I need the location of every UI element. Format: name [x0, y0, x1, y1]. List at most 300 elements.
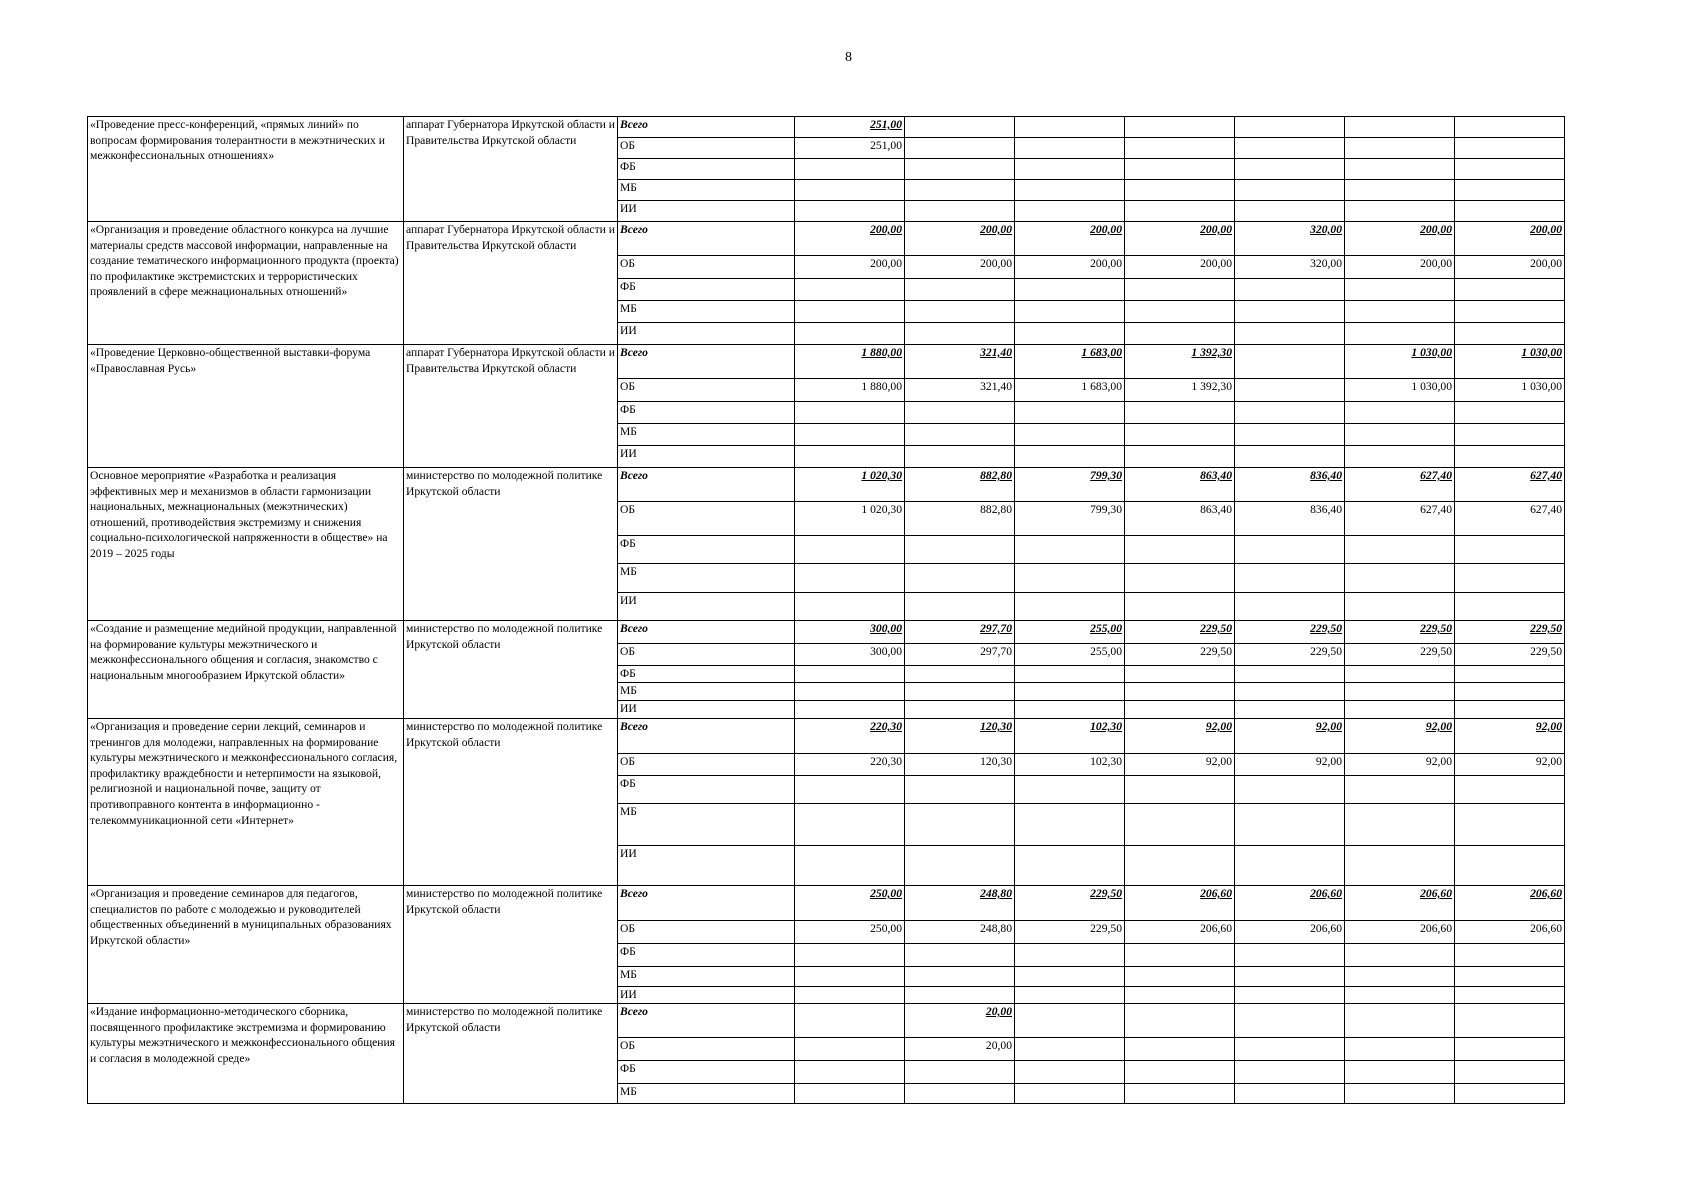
event-name-cell: «Проведение Церковно-общественной выставки-форума «Православная Русь»: [88, 345, 404, 468]
amount-cell: [795, 987, 905, 1004]
amount-cell: [1015, 159, 1125, 180]
amount-cell: [1235, 1004, 1345, 1038]
amount-cell: [1015, 138, 1125, 159]
amount-cell: [795, 279, 905, 301]
amount-cell: [1015, 201, 1125, 222]
amount-cell: [1125, 402, 1235, 424]
amount-cell: 627,40: [1345, 502, 1455, 536]
amount-cell: [795, 1038, 905, 1061]
funding-source-cell: Всего: [618, 621, 795, 644]
funding-source-cell: ИИ: [618, 446, 795, 468]
amount-cell: 200,00: [795, 256, 905, 279]
amount-cell: 229,50: [1235, 621, 1345, 644]
amount-cell: [795, 666, 905, 683]
amount-cell: [795, 804, 905, 846]
event-name-cell: «Издание информационно-методического сборника, посвященного профилактике экстремизма и формированию культуры межэтнического и межконфессионального общения и согласия в молодежной среде»: [88, 1004, 404, 1104]
table-row: [88, 468, 1565, 502]
amount-cell: [1125, 701, 1235, 719]
amount-cell: [1235, 846, 1345, 886]
amount-cell: [1455, 593, 1565, 621]
amount-cell: 206,60: [1345, 886, 1455, 921]
amount-cell: [1125, 117, 1235, 138]
funding-source-cell: ИИ: [618, 987, 795, 1004]
amount-cell: [1125, 301, 1235, 323]
amount-cell: 320,00: [1235, 256, 1345, 279]
amount-cell: [1015, 987, 1125, 1004]
funding-source-cell: МБ: [618, 683, 795, 701]
amount-cell: [1125, 1084, 1235, 1104]
amount-cell: 206,60: [1345, 921, 1455, 944]
amount-cell: 627,40: [1345, 468, 1455, 502]
funding-source-cell: ИИ: [618, 846, 795, 886]
amount-cell: 229,50: [1015, 886, 1125, 921]
funding-source-cell: МБ: [618, 424, 795, 446]
funding-source-cell: ОБ: [618, 138, 795, 159]
funding-source-cell: ОБ: [618, 644, 795, 666]
amount-cell: [1345, 180, 1455, 201]
amount-cell: [795, 323, 905, 345]
amount-cell: 200,00: [1345, 222, 1455, 256]
amount-cell: 300,00: [795, 621, 905, 644]
amount-cell: 297,70: [905, 644, 1015, 666]
amount-cell: [1235, 323, 1345, 345]
amount-cell: 92,00: [1345, 754, 1455, 776]
amount-cell: [905, 117, 1015, 138]
amount-cell: [1125, 424, 1235, 446]
amount-cell: [905, 323, 1015, 345]
amount-cell: [1015, 683, 1125, 701]
amount-cell: 627,40: [1455, 502, 1565, 536]
table-row: [88, 886, 1565, 921]
event-name-cell: «Организация и проведение серии лекций, семинаров и тренингов для молодежи, направленных на формирование культуры межэтнического и межконфессионального согласия, профилактику враждебности и нетерпимости на языковой, религиозной и национальной почве, защиту от противоправного контента в информационно - телекоммуникационной сети «Интернет»: [88, 719, 404, 886]
amount-cell: 206,60: [1125, 921, 1235, 944]
amount-cell: [1455, 776, 1565, 804]
page-number: 8: [845, 50, 852, 65]
amount-cell: [1235, 666, 1345, 683]
funding-source-cell: Всего: [618, 1004, 795, 1038]
amount-cell: [1345, 666, 1455, 683]
funding-source-cell: МБ: [618, 1084, 795, 1104]
amount-cell: 321,40: [905, 345, 1015, 379]
amount-cell: 255,00: [1015, 621, 1125, 644]
amount-cell: [905, 159, 1015, 180]
amount-cell: 200,00: [1125, 222, 1235, 256]
amount-cell: [905, 201, 1015, 222]
amount-cell: [1015, 1004, 1125, 1038]
amount-cell: [1345, 138, 1455, 159]
amount-cell: [1345, 1038, 1455, 1061]
amount-cell: [1015, 323, 1125, 345]
amount-cell: 92,00: [1345, 719, 1455, 754]
amount-cell: [1455, 564, 1565, 593]
amount-cell: 1 392,30: [1125, 379, 1235, 402]
funding-source-cell: МБ: [618, 804, 795, 846]
amount-cell: [795, 1004, 905, 1038]
amount-cell: 200,00: [795, 222, 905, 256]
amount-cell: [1455, 117, 1565, 138]
amount-cell: 229,50: [1125, 644, 1235, 666]
amount-cell: 229,50: [1125, 621, 1235, 644]
amount-cell: [1455, 1004, 1565, 1038]
funding-source-cell: Всего: [618, 222, 795, 256]
amount-cell: 220,30: [795, 719, 905, 754]
budget-table: [87, 116, 1565, 1104]
amount-cell: 206,60: [1455, 921, 1565, 944]
amount-cell: [1455, 279, 1565, 301]
amount-cell: [1235, 593, 1345, 621]
amount-cell: 20,00: [905, 1038, 1015, 1061]
amount-cell: 300,00: [795, 644, 905, 666]
amount-cell: [1015, 776, 1125, 804]
amount-cell: 627,40: [1455, 468, 1565, 502]
event-name-cell: «Организация и проведение областного конкурса на лучшие материалы средств массовой информации, направленные на создание тематического информационного продукта (проекта) по профилактике экстремистских и террористических проявлений в сфере межнациональных отношений»: [88, 222, 404, 345]
amount-cell: [795, 1061, 905, 1084]
amount-cell: [1235, 138, 1345, 159]
amount-cell: 248,80: [905, 921, 1015, 944]
amount-cell: 229,50: [1345, 644, 1455, 666]
amount-cell: [1015, 180, 1125, 201]
amount-cell: [1235, 564, 1345, 593]
amount-cell: [1235, 117, 1345, 138]
amount-cell: 320,00: [1235, 222, 1345, 256]
amount-cell: 251,00: [795, 117, 905, 138]
amount-cell: [1455, 846, 1565, 886]
amount-cell: [1235, 180, 1345, 201]
amount-cell: [1235, 776, 1345, 804]
amount-cell: [1345, 446, 1455, 468]
funding-source-cell: ИИ: [618, 201, 795, 222]
executor-cell: министерство по молодежной политике Иркутской области: [404, 468, 618, 621]
amount-cell: [1125, 967, 1235, 987]
amount-cell: [905, 776, 1015, 804]
amount-cell: [1345, 944, 1455, 967]
executor-cell: министерство по молодежной политике Иркутской области: [404, 886, 618, 1004]
amount-cell: [1345, 402, 1455, 424]
amount-cell: [795, 967, 905, 987]
funding-source-cell: ФБ: [618, 944, 795, 967]
amount-cell: [1015, 593, 1125, 621]
amount-cell: [905, 846, 1015, 886]
amount-cell: [905, 683, 1015, 701]
amount-cell: [1235, 1038, 1345, 1061]
funding-source-cell: ОБ: [618, 1038, 795, 1061]
event-name-cell: «Создание и размещение медийной продукции, направленной на формирование культуры межэтнического и межконфессионального общения и согласия, знакомство с национальным многообразием Иркутской области»: [88, 621, 404, 719]
amount-cell: [1235, 201, 1345, 222]
amount-cell: 251,00: [795, 138, 905, 159]
amount-cell: [1345, 424, 1455, 446]
amount-cell: [905, 1084, 1015, 1104]
amount-cell: [1125, 1004, 1235, 1038]
amount-cell: [1015, 967, 1125, 987]
amount-cell: [1125, 138, 1235, 159]
amount-cell: [1345, 593, 1455, 621]
amount-cell: [905, 301, 1015, 323]
amount-cell: 220,30: [795, 754, 905, 776]
amount-cell: [1015, 666, 1125, 683]
amount-cell: [1455, 1061, 1565, 1084]
amount-cell: [1455, 424, 1565, 446]
amount-cell: 1 683,00: [1015, 379, 1125, 402]
funding-source-cell: МБ: [618, 180, 795, 201]
event-name-cell: Основное мероприятие «Разработка и реализация эффективных мер и механизмов в области гармонизации национальных, межнациональных (межэтнических) отношений, противодействия экстремизму и снижения социально-психологической напряженности в обществе» на 2019 – 2025 годы: [88, 468, 404, 621]
funding-source-cell: ИИ: [618, 593, 795, 621]
amount-cell: [1455, 944, 1565, 967]
amount-cell: [905, 967, 1015, 987]
amount-cell: 229,50: [1015, 921, 1125, 944]
amount-cell: [795, 159, 905, 180]
amount-cell: [1455, 301, 1565, 323]
amount-cell: 200,00: [1345, 256, 1455, 279]
amount-cell: 1 030,00: [1455, 345, 1565, 379]
amount-cell: [1015, 804, 1125, 846]
funding-source-cell: ФБ: [618, 279, 795, 301]
amount-cell: [1345, 776, 1455, 804]
amount-cell: [1345, 846, 1455, 886]
amount-cell: 92,00: [1235, 754, 1345, 776]
amount-cell: [1235, 536, 1345, 564]
amount-cell: [905, 701, 1015, 719]
amount-cell: [1345, 301, 1455, 323]
amount-cell: [795, 944, 905, 967]
amount-cell: [1125, 804, 1235, 846]
amount-cell: 1 683,00: [1015, 345, 1125, 379]
amount-cell: [1125, 323, 1235, 345]
amount-cell: [1235, 967, 1345, 987]
amount-cell: 229,50: [1235, 644, 1345, 666]
amount-cell: [1235, 804, 1345, 846]
amount-cell: 200,00: [1125, 256, 1235, 279]
amount-cell: 882,80: [905, 468, 1015, 502]
amount-cell: [1345, 1061, 1455, 1084]
executor-cell: министерство по молодежной политике Иркутской области: [404, 719, 618, 886]
amount-cell: [905, 666, 1015, 683]
amount-cell: 92,00: [1455, 719, 1565, 754]
amount-cell: [1125, 846, 1235, 886]
amount-cell: [1455, 666, 1565, 683]
amount-cell: 255,00: [1015, 644, 1125, 666]
funding-source-cell: Всего: [618, 117, 795, 138]
amount-cell: [1235, 1061, 1345, 1084]
amount-cell: 863,40: [1125, 502, 1235, 536]
amount-cell: [1345, 967, 1455, 987]
amount-cell: 102,30: [1015, 719, 1125, 754]
amount-cell: 206,60: [1455, 886, 1565, 921]
amount-cell: [1235, 1084, 1345, 1104]
funding-source-cell: ОБ: [618, 256, 795, 279]
amount-cell: [795, 536, 905, 564]
amount-cell: [1345, 117, 1455, 138]
budget-table-body: [88, 117, 1565, 1104]
amount-cell: [1455, 1038, 1565, 1061]
amount-cell: [1455, 987, 1565, 1004]
amount-cell: [1235, 301, 1345, 323]
amount-cell: [1455, 967, 1565, 987]
amount-cell: [905, 1061, 1015, 1084]
table-row: [88, 719, 1565, 754]
amount-cell: 1 392,30: [1125, 345, 1235, 379]
amount-cell: [1015, 279, 1125, 301]
amount-cell: [1125, 593, 1235, 621]
amount-cell: [1125, 159, 1235, 180]
amount-cell: [1455, 536, 1565, 564]
amount-cell: 102,30: [1015, 754, 1125, 776]
funding-source-cell: МБ: [618, 967, 795, 987]
amount-cell: [1345, 701, 1455, 719]
amount-cell: 229,50: [1455, 644, 1565, 666]
amount-cell: 20,00: [905, 1004, 1015, 1038]
amount-cell: 200,00: [1455, 222, 1565, 256]
table-row: [88, 222, 1565, 256]
executor-cell: аппарат Губернатора Иркутской области и Правительства Иркутской области: [404, 345, 618, 468]
funding-source-cell: Всего: [618, 886, 795, 921]
amount-cell: 200,00: [1015, 256, 1125, 279]
amount-cell: [1125, 201, 1235, 222]
amount-cell: 248,80: [905, 886, 1015, 921]
executor-cell: аппарат Губернатора Иркутской области и Правительства Иркутской области: [404, 222, 618, 345]
amount-cell: 229,50: [1455, 621, 1565, 644]
amount-cell: [1345, 159, 1455, 180]
amount-cell: 120,30: [905, 719, 1015, 754]
executor-cell: министерство по молодежной политике Иркутской области: [404, 1004, 618, 1104]
event-name-cell: «Проведение пресс-конференций, «прямых линий» по вопросам формирования толерантности в межэтнических и межконфессиональных отношениях»: [88, 117, 404, 222]
amount-cell: 92,00: [1125, 754, 1235, 776]
amount-cell: [1235, 279, 1345, 301]
amount-cell: [1125, 180, 1235, 201]
amount-cell: [1345, 323, 1455, 345]
amount-cell: [1455, 201, 1565, 222]
funding-source-cell: Всего: [618, 719, 795, 754]
amount-cell: [905, 944, 1015, 967]
amount-cell: [795, 424, 905, 446]
amount-cell: [1345, 1004, 1455, 1038]
amount-cell: 321,40: [905, 379, 1015, 402]
amount-cell: 863,40: [1125, 468, 1235, 502]
amount-cell: [1345, 683, 1455, 701]
amount-cell: [1015, 701, 1125, 719]
amount-cell: [1015, 446, 1125, 468]
amount-cell: [1455, 804, 1565, 846]
amount-cell: [1015, 424, 1125, 446]
amount-cell: [1235, 987, 1345, 1004]
amount-cell: 1 880,00: [795, 345, 905, 379]
funding-source-cell: МБ: [618, 301, 795, 323]
amount-cell: [795, 446, 905, 468]
amount-cell: [1125, 987, 1235, 1004]
funding-source-cell: ФБ: [618, 666, 795, 683]
amount-cell: [795, 402, 905, 424]
amount-cell: 206,60: [1235, 886, 1345, 921]
amount-cell: 229,50: [1345, 621, 1455, 644]
amount-cell: [1125, 944, 1235, 967]
amount-cell: [795, 683, 905, 701]
amount-cell: [1015, 117, 1125, 138]
amount-cell: [1125, 279, 1235, 301]
amount-cell: 1 030,00: [1455, 379, 1565, 402]
amount-cell: [1125, 666, 1235, 683]
amount-cell: [795, 846, 905, 886]
funding-source-cell: ФБ: [618, 536, 795, 564]
amount-cell: [1125, 683, 1235, 701]
amount-cell: [905, 138, 1015, 159]
table-row: [88, 117, 1565, 138]
amount-cell: [1455, 180, 1565, 201]
amount-cell: [905, 987, 1015, 1004]
amount-cell: 1 020,30: [795, 502, 905, 536]
amount-cell: [1235, 402, 1345, 424]
funding-source-cell: ИИ: [618, 323, 795, 345]
amount-cell: [905, 279, 1015, 301]
amount-cell: [1015, 402, 1125, 424]
amount-cell: [795, 701, 905, 719]
amount-cell: [795, 301, 905, 323]
amount-cell: 200,00: [905, 222, 1015, 256]
amount-cell: [1455, 446, 1565, 468]
amount-cell: 200,00: [905, 256, 1015, 279]
amount-cell: [1015, 1084, 1125, 1104]
amount-cell: [1125, 1038, 1235, 1061]
amount-cell: [1345, 564, 1455, 593]
amount-cell: [905, 536, 1015, 564]
amount-cell: [1125, 1061, 1235, 1084]
amount-cell: [1455, 683, 1565, 701]
amount-cell: [1235, 683, 1345, 701]
amount-cell: [1125, 446, 1235, 468]
executor-cell: министерство по молодежной политике Иркутской области: [404, 621, 618, 719]
event-name-cell: «Организация и проведение семинаров для педагогов, специалистов по работе с молодежью и руководителей общественных объединений в муниципальных образованиях Иркутской области»: [88, 886, 404, 1004]
amount-cell: 250,00: [795, 921, 905, 944]
amount-cell: 1 020,30: [795, 468, 905, 502]
amount-cell: 297,70: [905, 621, 1015, 644]
funding-source-cell: ОБ: [618, 379, 795, 402]
amount-cell: [905, 402, 1015, 424]
table-row: [88, 1004, 1565, 1038]
amount-cell: [1345, 201, 1455, 222]
amount-cell: [1015, 1038, 1125, 1061]
amount-cell: [905, 446, 1015, 468]
amount-cell: [905, 180, 1015, 201]
amount-cell: [1235, 701, 1345, 719]
amount-cell: [905, 564, 1015, 593]
amount-cell: [1455, 701, 1565, 719]
table-row: [88, 621, 1565, 644]
amount-cell: 1 030,00: [1345, 379, 1455, 402]
amount-cell: [1345, 804, 1455, 846]
amount-cell: 882,80: [905, 502, 1015, 536]
amount-cell: [1455, 159, 1565, 180]
amount-cell: [1015, 846, 1125, 886]
amount-cell: [905, 424, 1015, 446]
amount-cell: [1455, 138, 1565, 159]
amount-cell: 206,60: [1235, 921, 1345, 944]
amount-cell: [1015, 301, 1125, 323]
amount-cell: 250,00: [795, 886, 905, 921]
amount-cell: 92,00: [1235, 719, 1345, 754]
amount-cell: [1345, 536, 1455, 564]
amount-cell: [1125, 564, 1235, 593]
funding-source-cell: ОБ: [618, 754, 795, 776]
funding-source-cell: МБ: [618, 564, 795, 593]
funding-source-cell: ФБ: [618, 159, 795, 180]
amount-cell: [905, 593, 1015, 621]
table-row: [88, 345, 1565, 379]
funding-source-cell: Всего: [618, 345, 795, 379]
amount-cell: [795, 564, 905, 593]
funding-source-cell: ОБ: [618, 921, 795, 944]
amount-cell: [795, 180, 905, 201]
amount-cell: 92,00: [1455, 754, 1565, 776]
amount-cell: [1015, 536, 1125, 564]
funding-source-cell: ФБ: [618, 1061, 795, 1084]
